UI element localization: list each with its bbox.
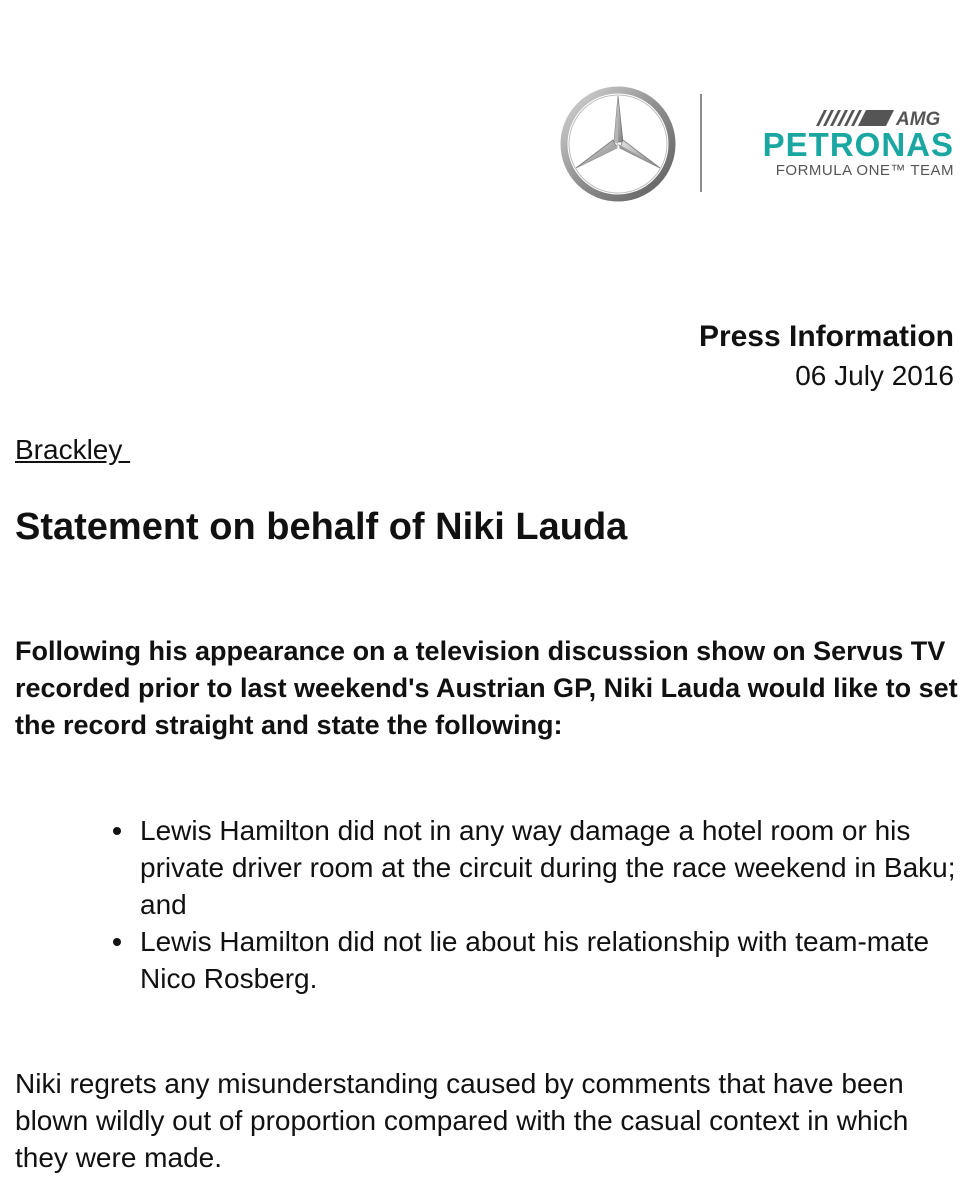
team-wordmark: FORMULA ONE™ TEAM xyxy=(775,162,954,179)
amg-text: AMG xyxy=(896,109,941,128)
statement-title: Statement on behalf of Niki Lauda xyxy=(15,506,628,548)
petronas-wordmark: PETRONAS xyxy=(762,126,954,163)
closing-paragraph: Niki regrets any misunderstanding caused by comments that have been blown wildly out of proportion compared with the casual context in which they were made. xyxy=(15,1068,909,1173)
team-logo xyxy=(560,84,960,196)
bullet-icon xyxy=(113,827,121,835)
list-item xyxy=(140,923,960,997)
amg-logo-icon xyxy=(814,108,956,128)
statement-points-list xyxy=(140,812,960,997)
list-item-text: Lewis Hamilton did not lie about his relationship with team-mate Nico Rosberg. xyxy=(140,926,930,994)
list-item xyxy=(140,812,960,923)
press-information-label: Press Information xyxy=(698,320,954,353)
location-dateline: Brackley xyxy=(15,434,131,465)
bullet-icon xyxy=(113,938,121,946)
logo-divider xyxy=(700,94,702,192)
mercedes-star-icon xyxy=(560,86,676,202)
press-date: 06 July 2016 xyxy=(795,360,954,391)
lead-paragraph: Following his appearance on a television discussion show on Servus TV recorded prior to last weekend's Austrian GP, Niki Lauda would like to set the record straight and state the following: xyxy=(15,636,958,740)
list-item-text: Lewis Hamilton did not in any way damage a hotel room or his private driver room at the circuit during the race weekend in Baku; and xyxy=(140,815,956,920)
